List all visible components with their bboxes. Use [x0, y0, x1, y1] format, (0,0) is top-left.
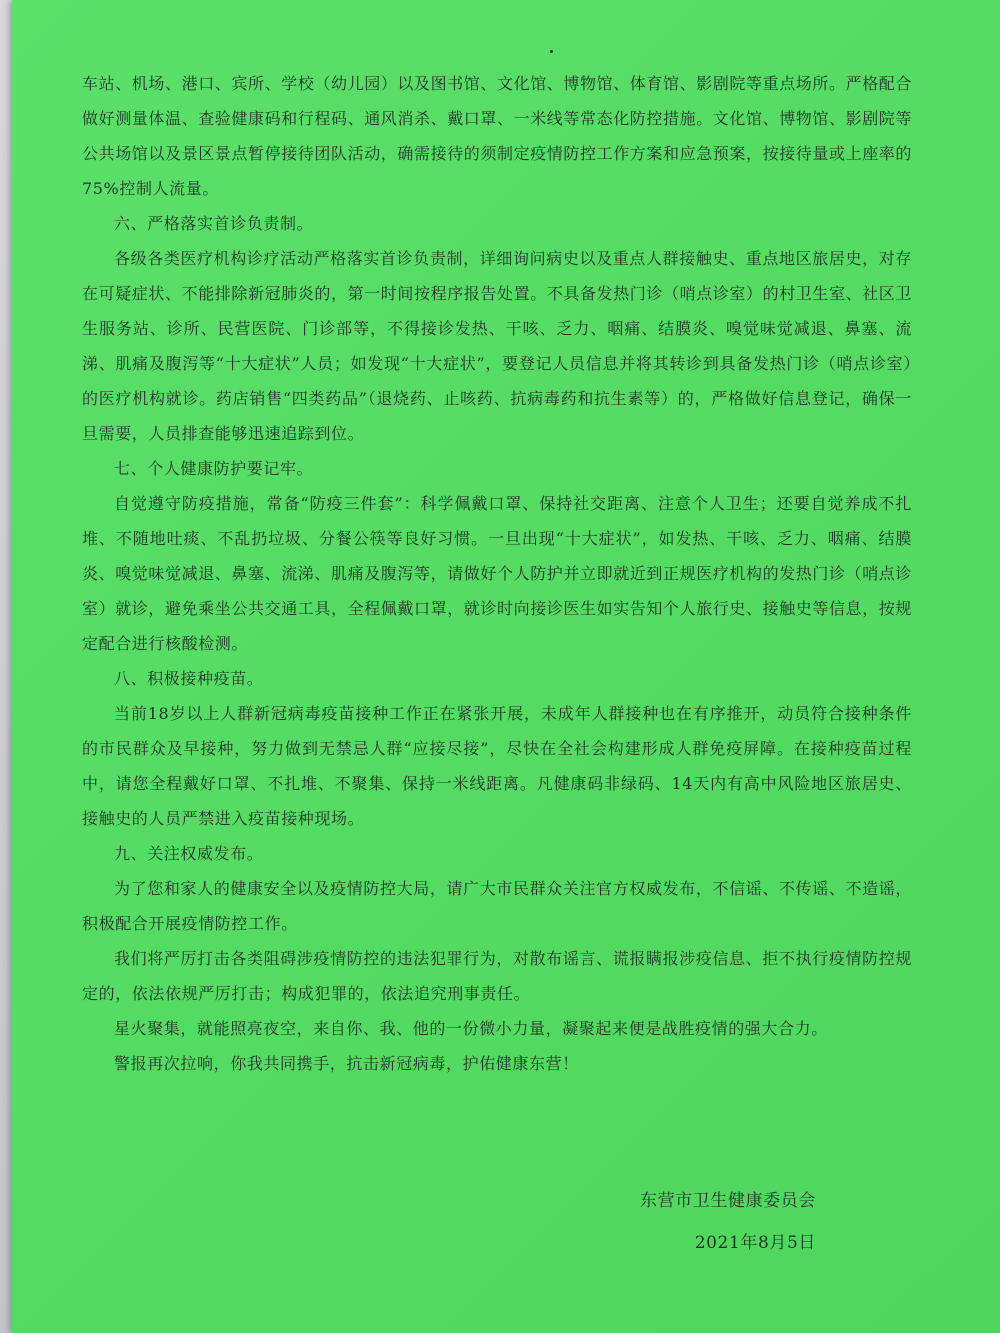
issuer-name: 东营市卫生健康委员会 [640, 1191, 816, 1211]
notice-body [82, 66, 912, 1081]
issue-date: 2021年8月5日 [694, 1233, 816, 1253]
signature-block [640, 1180, 816, 1264]
green-paper-sheet [12, 0, 1000, 1333]
paragraph-public-venues: 车站、机场、港口、宾所、学校（幼儿园）以及图书馆、文化馆、博物馆、体育馆、影剧院等重点场所。严格配合做好测量体温、查验健康码和行程码、通风消杀、戴口罩、一米线等常态化防控措施。文化馆、博物馆、影剧院等公共场馆以及景区景点暂停接待团队活动，确需接待的须制定疫情防控工作方案和应急预案，按接待量或上座率的75%控制人流量。 [82, 74, 913, 198]
heading-section-9: 九、关注权威发布。 [114, 844, 264, 863]
paragraph-official-info: 为了您和家人的健康安全以及疫情防控大局，请广大市民群众关注官方权威发布，不信谣、不传谣、不造谣，积极配合开展疫情防控工作。 [82, 879, 912, 933]
paragraph-first-diagnosis: 各级各类医疗机构诊疗活动严格落实首诊负责制，详细询问病史以及重点人群接触史、重点地区旅居史，对存在可疑症状、不能排除新冠肺炎的，第一时间按程序报告处置。不具备发热门诊（哨点诊室）的村卫生室、社区卫生服务站、诊所、民营医院、门诊部等，不得接诊发热、干咳、乏力、咽痛、结膜炎、嗅觉味觉减退、鼻塞、流涕、肌痛及腹泻等“十大症状”人员；如发现“十大症状”，要登记人员信息并将其转诊到具备发热门诊（哨点诊室）的医疗机构就诊。药店销售“四类药品”（退烧药、止咳药、抗病毒药和抗生素等）的，严格做好信息登记，确保一旦需要，人员排查能够迅速追踪到位。 [82, 249, 913, 443]
heading-section-6: 六、严格落实首诊负责制。 [114, 214, 314, 233]
paragraph-personal-protection: 自觉遵守防疫措施，常备“防疫三件套”：科学佩戴口罩、保持社交距离、注意个人卫生；还要自觉养成不扎堆、不随地吐痰、不乱扔垃圾、分餐公筷等良好习惯。一旦出现“十大症状”，如发热、干咳、乏力、咽痛、结膜炎、嗅觉味觉减退、鼻塞、流涕、肌痛及腹泻等，请做好个人防护并立即就近到正规医疗机构的发热门诊（哨点诊室）就诊，避免乘坐公共交通工具，全程佩戴口罩，就诊时向接诊医生如实告知个人旅行史、接触史等信息，按规定配合进行核酸检测。 [82, 494, 913, 653]
paragraph-vaccination: 当前18岁以上人群新冠病毒疫苗接种工作正在紧张开展，未成年人群接种也在有序推开，动员符合接种条件的市民群众及早接种，努力做到无禁忌人群“应接尽接”，尽快在全社会构建形成人群免疫屏障。在接种疫苗过程中，请您全程戴好口罩、不扎堆、不聚集、保持一米线距离。凡健康码非绿码、14天内有高中风险地区旅居史、接触史的人员严禁进入疫苗接种现场。 [82, 704, 912, 828]
ink-speck [550, 50, 553, 53]
paragraph-spark: 星火聚集，就能照亮夜空，来自你、我、他的一份微小力量，凝聚起来便是战胜疫情的强大合力。 [114, 1019, 828, 1038]
paragraph-closing: 警报再次拉响，你我共同携手，抗击新冠病毒，护佑健康东营！ [114, 1054, 579, 1073]
paragraph-crackdown: 我们将严厉打击各类阻碍涉疫情防控的违法犯罪行为，对散布谣言、谎报瞒报涉疫信息、拒不执行疫情防控规定的，依法依规严厉打击；构成犯罪的，依法追究刑事责任。 [82, 949, 912, 1003]
heading-section-7: 七、个人健康防护要记牢。 [114, 459, 314, 478]
heading-section-8: 八、积极接种疫苗。 [114, 669, 264, 688]
